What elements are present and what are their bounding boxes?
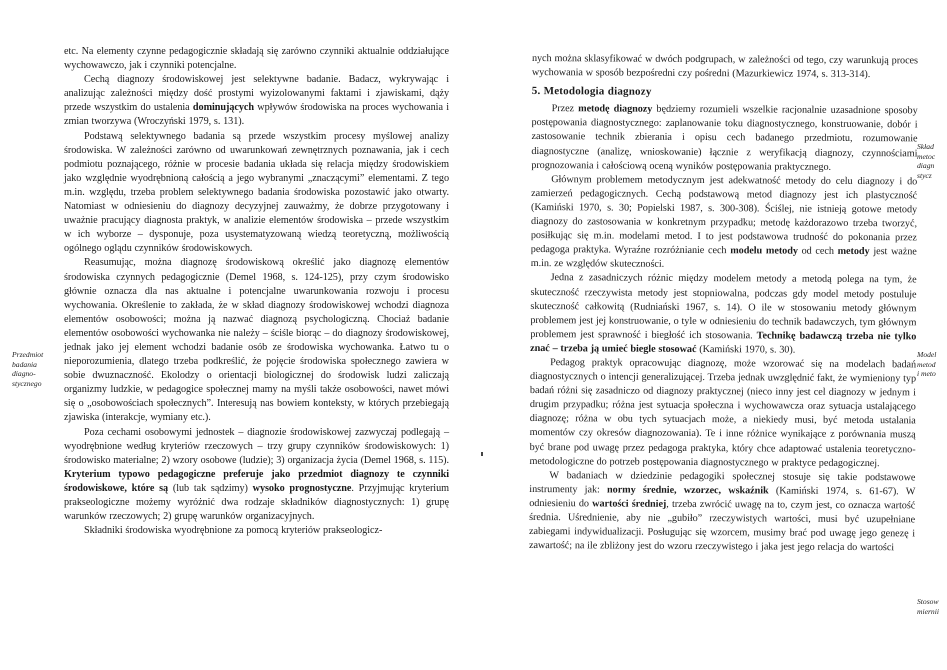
bold-text: normy średnie, wzorzec, wskaźnik xyxy=(607,484,769,497)
right-page-paragraph xyxy=(531,173,918,274)
text-segment: Poza cechami osobowymi jednostek – diagnozie środowiskowej zazwyczaj podlegają – wyodrębnione według kryteriów rzeczowych – trzy grupy czynników środowiskowych: 1) środowisko materialne; 2) wzory osobowe (ludzie); 3) organizacja życia (Demel 1968, s. 115). xyxy=(64,426,449,466)
text-segment: W badaniach w dziedzinie pedagogiki społecznej stosuje się takie podstawowe instrumenty jak: xyxy=(529,469,916,496)
margin-note-line: miernii xyxy=(917,606,939,616)
text-segment: wpływów środowiska na proces wychowania i zmian tworzywa (Wroczyński 1979, s. 131). xyxy=(64,102,449,128)
margin-note-right-measures xyxy=(917,597,947,616)
gutter-mark xyxy=(481,452,483,456)
bold-text: dominujących xyxy=(192,102,255,114)
bold-text: Kryterium typowo pedagogiczne preferuje jako przedmiot diagnozy te czynniki środowiskowe, które są xyxy=(64,468,449,494)
left-page-paragraph xyxy=(64,256,449,425)
text-segment: będziemy rozumieli wszelkie racjonalnie uzasadnione sposoby postępowania diagnostycznego: zaplanowanie toku diagnostycznego, konstruowanie, dobór i zastosowanie technik zbierania i opisu cech badanego przedmiotu, rozumowanie diagnostyczne (analizę, wnioskowanie) łącznie z weryfikacją diagnozy, czynnościami prognozowania i całościową oceną wyników postępowania praktycznego. xyxy=(531,104,918,173)
margin-note-line: metoc xyxy=(917,151,936,161)
margin-note-line: diagn xyxy=(917,161,935,171)
margin-note-right-method-model xyxy=(917,350,947,379)
text-segment: Przez xyxy=(551,103,579,115)
right-page-paragraph xyxy=(529,356,916,471)
text-segment: jest ważne m.in. ze względów skuteczności. xyxy=(530,246,917,271)
margin-note-right-method-composition xyxy=(917,142,947,180)
margin-note-line: Przedmiot xyxy=(12,350,44,359)
margin-note-line: diagno- xyxy=(12,369,36,379)
left-page-paragraph xyxy=(64,45,449,73)
margin-note-line: metod xyxy=(917,359,936,369)
text-segment: . Przyjmując kryterium prakseologiczne możemy wyróżnić dwa rodzaje składników diagnostycznych: 1) grupę warunków rzeczowych; 2) grupę warunków organizacyjnych. xyxy=(64,482,450,523)
text-segment: Pedagog praktyk opracowując diagnozę, może wzorować się na modelach badań diagnostycznych o intencji generalizującej. Trzeba jednak uwzględnić fakt, że wymieniony typ badań różni się zasadniczo od diagnozy praktycznej (nieco inny jest cel diagnozy w jednym i drugim przypadku; różna jest sytuacja społeczna i wychowawcza oraz sytuacja ustalającego diagnozę; różna w obu tych sytuacjach może, a niekiedy musi, być metoda ustalania momentów czy okresów diagnozowania). Te i inne różnice wynikające z porównania muszą być brane pod uwagę przez pedagoga praktyka, który chce adaptować ustalenia teoretyczno-metodologiczne do potrzeb postępowania diagnostycznego w praktyce pedagogicznej. xyxy=(529,357,917,469)
text-segment: (lub tak sądzimy) xyxy=(168,482,253,494)
margin-note-line: badania xyxy=(12,359,37,369)
right-page-text-column xyxy=(529,52,918,556)
right-page-paragraph xyxy=(532,52,918,83)
left-page-paragraph xyxy=(64,130,449,257)
margin-note-left xyxy=(12,350,58,388)
bold-text: modelu metody xyxy=(730,245,798,257)
text-segment: Głównym problemem metodycznym jest adekwatność metody do celu diagnozy i do zamierzeń pedagogicznych. Cechą podstawową metod diagnozy jest ich plastyczność (Kamiński 1970, s. 30; Popielski 1987, s. 300-308). Ściślej, nie istnieją gotowe metody diagnozy do zastosowania w konkretnym przypadku; metodę każdorazowo trzeba tworzyć, posiłkując się m.in. modelami metod. I to jest podstawowa trudność do pokonania przez pedagoga praktyka. Wyraźne rozróżnianie cech xyxy=(530,173,918,257)
margin-note-line: stycznego xyxy=(12,378,42,388)
bold-text: metody xyxy=(837,246,870,258)
bold-text: metodę diagnozy xyxy=(578,103,653,116)
left-page-paragraph xyxy=(64,426,449,525)
margin-note-line: Skład xyxy=(917,142,934,151)
margin-note-line: stycz xyxy=(917,170,932,180)
margin-note-line: Stosow xyxy=(917,597,939,606)
right-page xyxy=(470,0,947,670)
bold-text: Technikę badawczą trzeba nie tylko znać – trzeba ją umieć biegle stosować xyxy=(530,330,917,355)
left-page xyxy=(0,0,470,670)
left-page-text-column xyxy=(64,45,449,538)
text-segment: nych można sklasyfikować w dwóch podgrupach, w zależności od tego, czy warunkują proces wychowania w sposób bezpośredni czy pośredni (Mazurkiewicz 1974, s. 313-314). xyxy=(531,52,918,81)
right-page-paragraph xyxy=(531,102,917,175)
left-page-paragraph xyxy=(64,73,449,129)
margin-note-line: Model xyxy=(917,350,937,359)
margin-note-line: i meto xyxy=(917,369,936,379)
text-segment: (Kamiński 1970, s. 30). xyxy=(696,343,796,356)
text-segment: Cechą diagnozy środowiskowej jest selektywne badanie. Badacz, wykrywając i analizując zależności między dość prostymi wyizolowanymi faktami i zjawiskami, dąży przede wszystkim do ustalenia xyxy=(64,74,449,114)
text-segment: Reasumując, można diagnozę środowiskową określić jako diagnozę elementów środowiska czynnych pedagogicznie (Demel 1968, s. 124-125), przy czym środowisko głównie oznacza dla nas aktualne i potencjalne uwarunkowania rozwoju i procesu wychowania. Określenie to zakłada, że w skład diagnozy środowiskowej wchodzi diagnoza elementów osobowości; można ją nazwać diagnozą psychologiczną. Chociaż badanie elementów osobowości wychowanka nie należy – ściśle biorąc – do diagnozy środowiskowej, jednak jako jej element wchodzi badanie osób ze środowiska wychowanka. Łatwo tu o nieporozumienia, dlatego trzeba podkreślić, że pojęcie środowiska społecznego zawiera w sobie dwuznaczność. Ekolodzy o orientacji biologicznej do środowisk ludzi zaliczają organizmy ludzkie, w pedagogice społecznej mamy na myśli także osobowości, nawet mówi się o „osobowościach społecznych”. Interesują nas bowiem konteksty, w których przebiegają zjawiska (interakcje, wymiany etc.). xyxy=(64,257,449,424)
text-segment: od cech xyxy=(797,245,838,258)
text-segment: Składniki środowiska wyodrębnione za pomocą kryteriów prakseologicz- xyxy=(84,525,383,537)
right-page-paragraph xyxy=(530,271,917,358)
text-segment: etc. Na elementy czynne pedagogicznie składają się zarówno czynniki aktualnie oddziałujące wychowawczo, jak i czynniki potencjalne. xyxy=(64,46,449,72)
text-segment: (Kamiński 1974, s. 61-67). W odniesieniu do xyxy=(529,485,916,510)
text-segment: Podstawą selektywnego badania są przede wszystkim procesy myślowej analizy środowiska. W zależności zarówno od uwarunkowań zewnętrznych poznawania, jak i cech podmiotu poznającego, różnie w procesie badania układa się relacja między środowiskiem jako względnie wyodrębnioną całością a jego wybranymi „znaczącymi” elementami. Z tego m.in. względu, trzeba problem selektywnego badania środowiska pozostawić jako otwarty. Natomiast w odniesieniu do diagnozy decyzyjnej zauważmy, że dobrze przygotowany i uważnie pracujący diagnosta praktyk, w analizie elementów środowiska – przede wszystkim w ich wyborze – dysponuje, poza usystematyzowaną wiedzą teoretyczną, możliwością ogólnego oglądu czynników środowiskowych. xyxy=(64,130,449,255)
text-segment: , trzeba zwrócić uwagę na to, czym jest, co oznacza wartość średnia. Uśrednienie, aby nie „gubiło” rzeczywistych wartości, musi być uzupełniane zabiegami indywidualizacji. Posługując się wzorcem, musimy brać pod uwagę jego genezę i zawartość; na ile zbliżony jest do wzoru rzeczywistego i jaka jest jego relacja do wartości xyxy=(528,498,916,554)
text-segment: Jedna z zasadniczych różnic między modelem metody a metodą polega na tym, że skuteczność rzeczywista metody jest stopniowalna, podczas gdy model metody postuluje skuteczność całkowitą (Rudniański 1967, s. 14). O ile w stosowaniu metody głównym problemem jest jej konstruowanie, o tyle w odniesieniu do technik badawczych, tym głównym problemem jest sprawność i biegłość ich stosowania. xyxy=(530,272,917,342)
left-page-paragraph xyxy=(64,524,449,538)
section-heading: 5. Metodologia diagnozy xyxy=(531,85,652,98)
right-page-paragraph xyxy=(529,469,916,556)
bold-text: wartości średniej xyxy=(592,498,667,510)
bold-text: wysoko prognostyczne xyxy=(252,482,352,494)
